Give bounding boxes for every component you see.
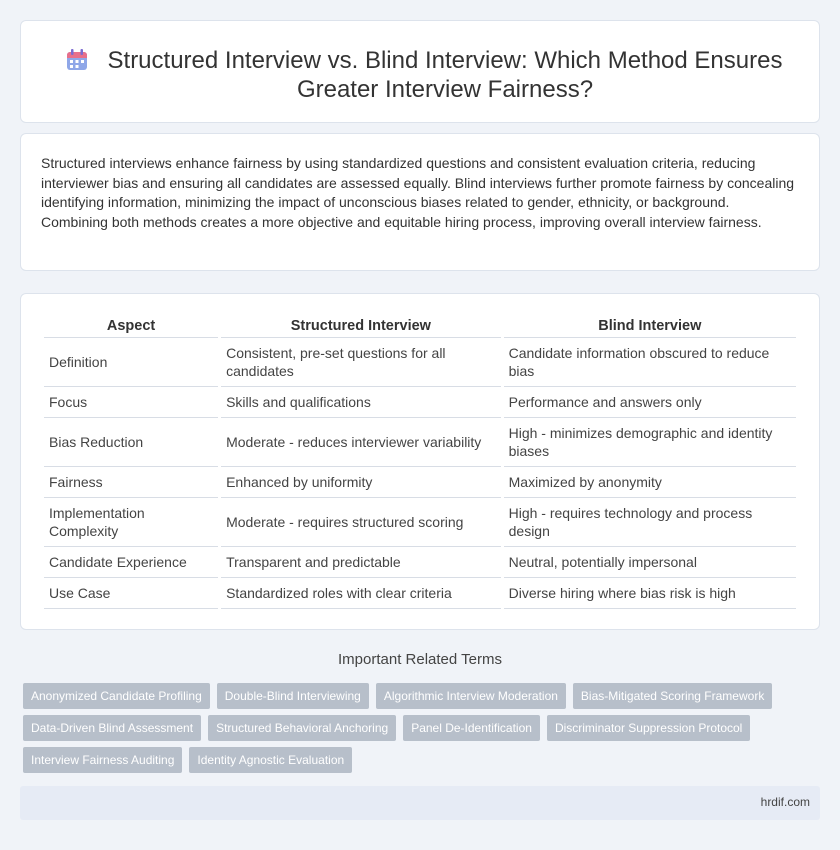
table-cell: Neutral, potentially impersonal — [504, 547, 796, 578]
related-term-tag[interactable]: Double-Blind Interviewing — [217, 683, 369, 709]
header-structured-interview: Structured Interview — [221, 316, 501, 338]
summary-card — [20, 133, 820, 271]
related-term-tag[interactable]: Interview Fairness Auditing — [23, 747, 182, 773]
table-cell: Consistent, pre-set questions for all candidates — [221, 338, 501, 387]
summary-text: Structured interviews enhance fairness by using standardized questions and consistent evaluation criteria, reducing interviewer bias and ensuring all candidates are assessed equally. Blind interviews further promote fairness by concealing identifying information, minimizing the impact of unconscious biases related to gender, ethnicity, or background. Combining both methods creates a more objective and equitable hiring process, improving overall interview fairness. — [41, 155, 795, 230]
table-row — [44, 418, 796, 467]
table-cell: Maximized by anonymity — [504, 467, 796, 498]
table-row — [44, 387, 796, 418]
table-cell: Fairness — [44, 467, 218, 498]
footer-site-link[interactable]: hrdif.com — [760, 795, 810, 809]
table-cell: Definition — [44, 338, 218, 387]
table-cell: Candidate Experience — [44, 547, 218, 578]
table-row — [44, 338, 796, 387]
comparison-table-card — [20, 293, 820, 630]
related-term-tag[interactable]: Data-Driven Blind Assessment — [23, 715, 201, 741]
comparison-table — [41, 316, 799, 609]
table-row — [44, 578, 796, 609]
table-cell: Performance and answers only — [504, 387, 796, 418]
table-cell: Implementation Complexity — [44, 498, 218, 547]
related-term-tag[interactable]: Bias-Mitigated Scoring Framework — [573, 683, 772, 709]
header-aspect: Aspect — [44, 316, 218, 338]
related-terms-list — [23, 683, 813, 773]
table-cell: Candidate information obscured to reduce bias — [504, 338, 796, 387]
calendar-icon — [65, 48, 89, 72]
footer — [20, 786, 820, 820]
table-row — [44, 467, 796, 498]
table-cell: Focus — [44, 387, 218, 418]
table-cell: Moderate - reduces interviewer variability — [221, 418, 501, 467]
table-cell: Skills and qualifications — [221, 387, 501, 418]
related-term-tag[interactable]: Identity Agnostic Evaluation — [189, 747, 352, 773]
table-row — [44, 547, 796, 578]
header-blind-interview: Blind Interview — [504, 316, 796, 338]
related-term-tag[interactable]: Algorithmic Interview Moderation — [376, 683, 566, 709]
page-title: Structured Interview vs. Blind Interview: Which Method Ensures Greater Interview Fairness? — [107, 47, 783, 103]
related-term-tag[interactable]: Discriminator Suppression Protocol — [547, 715, 750, 741]
related-term-tag[interactable]: Structured Behavioral Anchoring — [208, 715, 396, 741]
table-row — [44, 498, 796, 547]
table-cell: High - requires technology and process design — [504, 498, 796, 547]
title-card — [20, 20, 820, 123]
table-cell: Diverse hiring where bias risk is high — [504, 578, 796, 609]
related-term-tag[interactable]: Anonymized Candidate Profiling — [23, 683, 210, 709]
table-cell: Standardized roles with clear criteria — [221, 578, 501, 609]
table-cell: Transparent and predictable — [221, 547, 501, 578]
table-header-row — [44, 316, 796, 338]
table-cell: Enhanced by uniformity — [221, 467, 501, 498]
table-cell: High - minimizes demographic and identity biases — [504, 418, 796, 467]
related-term-tag[interactable]: Panel De-Identification — [403, 715, 540, 741]
table-cell: Bias Reduction — [44, 418, 218, 467]
table-cell: Use Case — [44, 578, 218, 609]
table-cell: Moderate - requires structured scoring — [221, 498, 501, 547]
related-terms-title: Important Related Terms — [338, 651, 502, 668]
